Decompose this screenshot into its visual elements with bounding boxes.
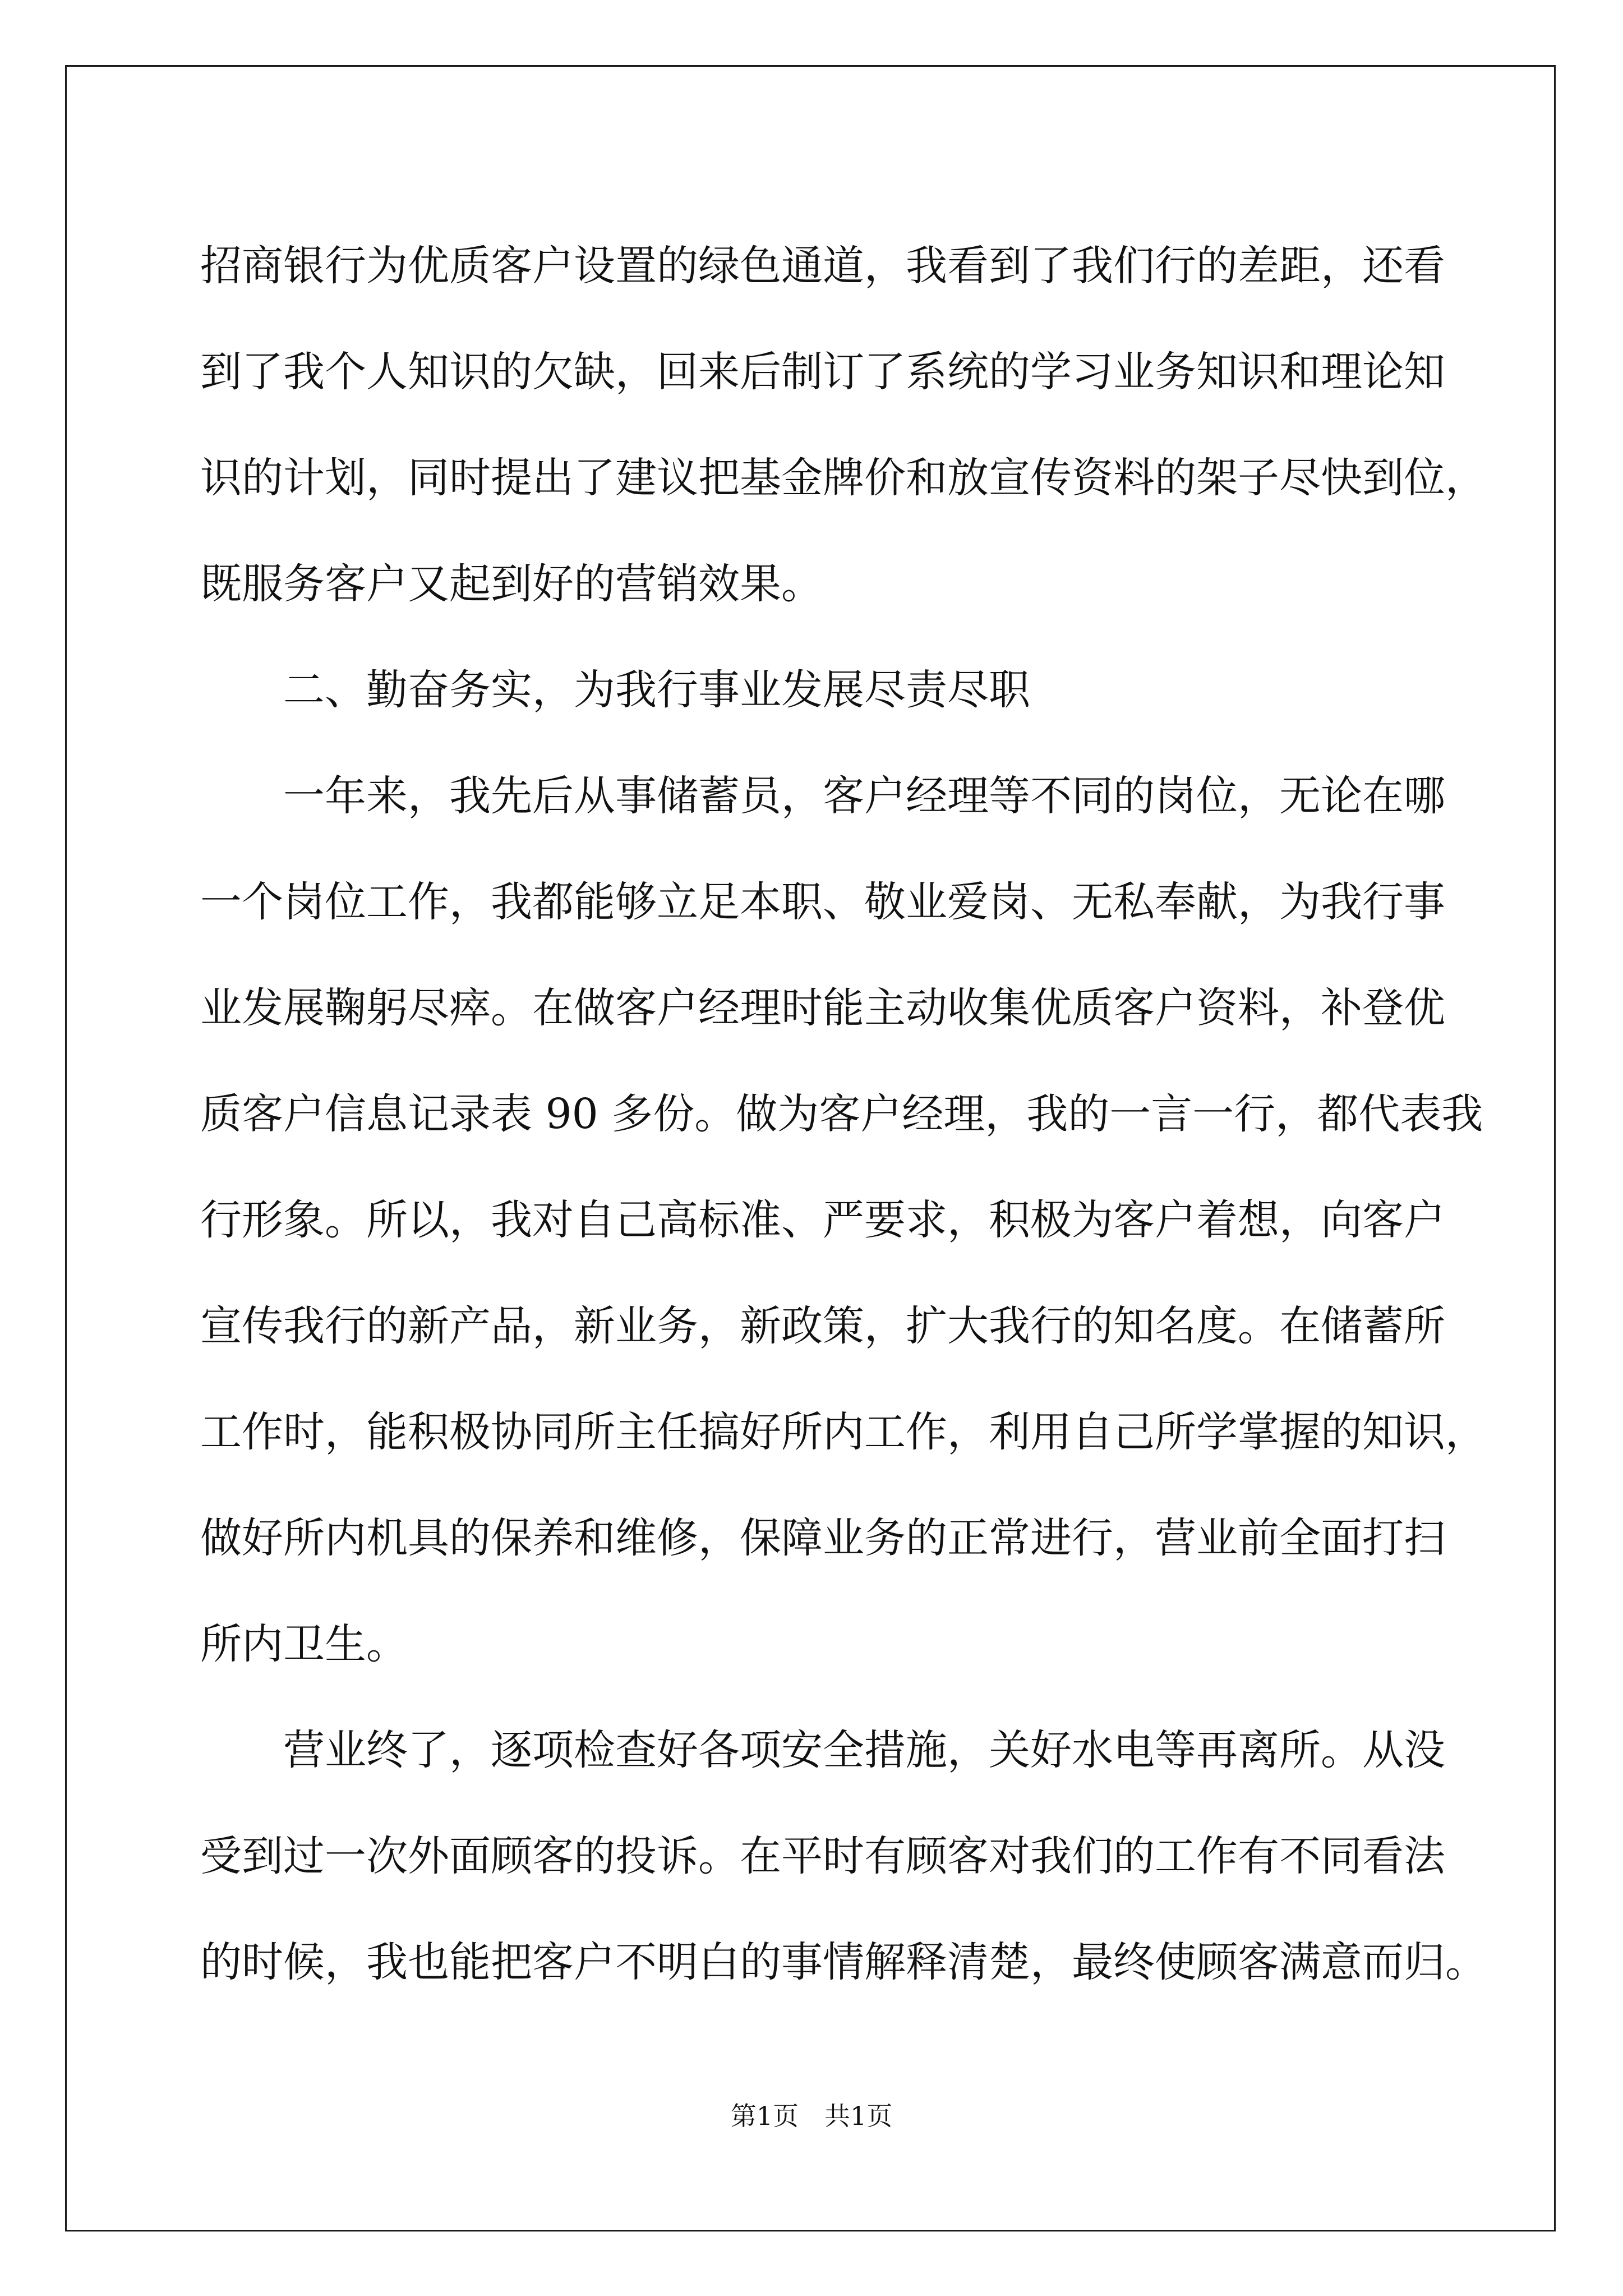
text-line: 做好所内机具的保养和维修，保障业务的正常进行，营业前全面打扫 bbox=[200, 1514, 1445, 1562]
text-line: 营业终了，逐项检查好各项安全措施，关好水电等再离所。从没 bbox=[283, 1726, 1445, 1774]
text-line: 行形象。所以，我对自己高标准、严要求，积极为客户着想，向客户 bbox=[200, 1196, 1445, 1244]
section-heading: 二、勤奋务实，为我行事业发展尽责尽职 bbox=[283, 666, 1030, 714]
text-line: 受到过一次外面顾客的投诉。在平时有顾客对我们的工作有不同看法 bbox=[200, 1832, 1445, 1880]
text-line: 一个岗位工作，我都能够立足本职、敬业爱岗、无私奉献，为我行事 bbox=[200, 878, 1445, 926]
document-body bbox=[200, 213, 1487, 2016]
text-line: 宣传我行的新产品，新业务，新政策，扩大我行的知名度。在储蓄所 bbox=[200, 1302, 1445, 1350]
text-line: 业发展鞠躬尽瘁。在做客户经理时能主动收集优质客户资料，补登优 bbox=[200, 984, 1445, 1032]
text-line: 到了我个人知识的欠缺，回来后制订了系统的学习业务知识和理论知 bbox=[200, 348, 1445, 396]
text-line: 的时候，我也能把客户不明白的事情解释清楚，最终使顾客满意而归。 bbox=[200, 1938, 1487, 1986]
text-line: 既服务客户又起到好的营销效果。 bbox=[200, 560, 823, 608]
text-line: 所内卫生。 bbox=[200, 1620, 408, 1668]
text-line: 招商银行为优质客户设置的绿色通道，我看到了我们行的差距，还看 bbox=[200, 242, 1445, 290]
text-line: 工作时，能积极协同所主任搞好所内工作，利用自己所学掌握的知识， bbox=[200, 1408, 1487, 1456]
text-line: 质客户信息记录表 90 多份。做为客户经理，我的一言一行，都代表我 bbox=[200, 1090, 1483, 1138]
text-line: 识的计划，同时提出了建议把基金牌价和放宣传资料的架子尽快到位， bbox=[200, 454, 1487, 502]
page-footer: 第1页 共1页 bbox=[730, 2101, 893, 2131]
text-line: 一年来，我先后从事储蓄员，客户经理等不同的岗位，无论在哪 bbox=[283, 772, 1445, 820]
